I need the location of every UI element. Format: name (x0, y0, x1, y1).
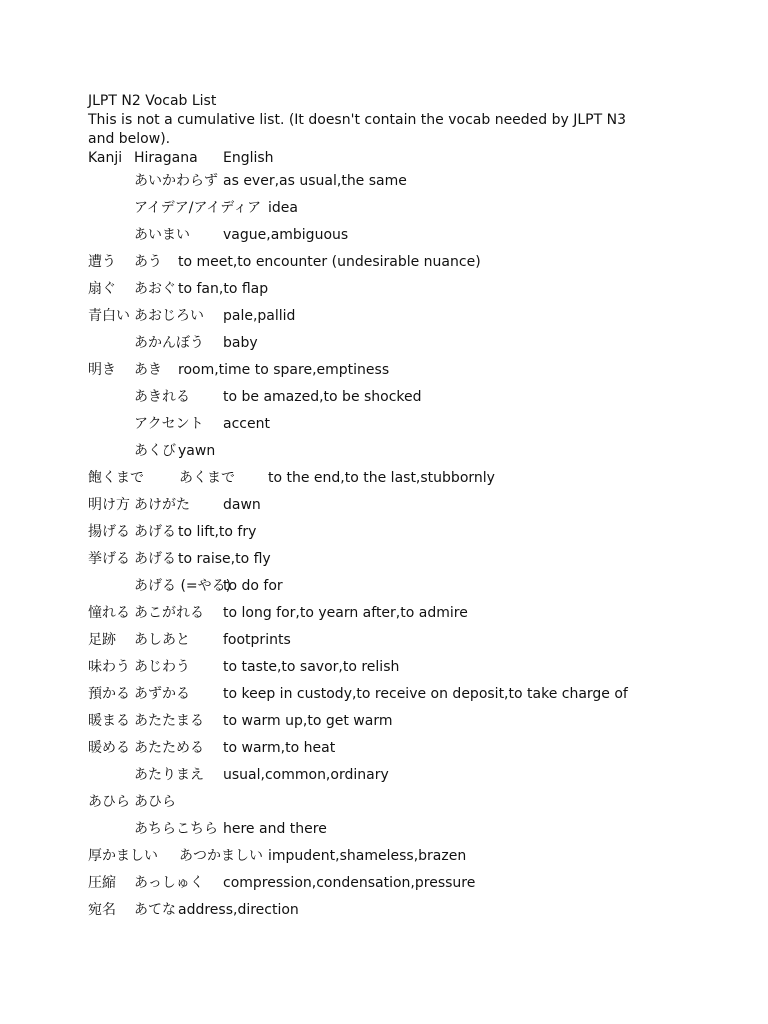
vocab-hiragana: アクセント (134, 416, 204, 432)
vocab-row (88, 816, 748, 843)
vocab-hiragana: あげる (134, 524, 176, 540)
vocab-english: compression,condensation,pressure (223, 875, 476, 891)
vocab-kanji: 揚げる (88, 524, 130, 540)
vocab-english: pale,pallid (223, 308, 296, 324)
vocab-hiragana: あおじろい (134, 308, 204, 324)
vocab-kanji: 青白い (88, 308, 130, 324)
vocab-document (88, 92, 748, 924)
vocab-hiragana: あたりまえ (134, 767, 204, 783)
vocab-list (88, 168, 748, 924)
vocab-row (88, 573, 748, 600)
vocab-row (88, 492, 748, 519)
column-header-hiragana: Hiragana (134, 150, 198, 166)
vocab-kanji: 宛名 (88, 902, 116, 918)
vocab-row (88, 654, 748, 681)
vocab-english: to do for (223, 578, 283, 594)
vocab-kanji: 暖まる (88, 713, 130, 729)
vocab-hiragana: あこがれる (134, 605, 204, 621)
vocab-hiragana: あくまで (179, 470, 235, 486)
vocab-kanji: 味わう (88, 659, 130, 675)
vocab-hiragana: あてな (134, 902, 176, 918)
vocab-row (88, 870, 748, 897)
vocab-english: usual,common,ordinary (223, 767, 389, 783)
vocab-kanji: 挙げる (88, 551, 130, 567)
vocab-row (88, 897, 748, 924)
column-header-kanji: Kanji (88, 150, 123, 166)
vocab-hiragana: あう (134, 254, 162, 270)
vocab-english: dawn (223, 497, 261, 513)
vocab-hiragana: あおぐ (134, 281, 176, 297)
vocab-kanji: 暖める (88, 740, 130, 756)
column-headers (88, 149, 748, 168)
vocab-hiragana: あたたまる (134, 713, 204, 729)
vocab-hiragana: あげる (=やる) (134, 578, 232, 594)
vocab-hiragana: あちらこちら (134, 821, 218, 837)
vocab-english: address,direction (178, 902, 299, 918)
vocab-hiragana: あいまい (134, 227, 190, 243)
vocab-row (88, 789, 748, 816)
vocab-english: to the end,to the last,stubbornly (268, 470, 495, 486)
vocab-english: impudent,shameless,brazen (268, 848, 467, 864)
vocab-hiragana: あじわう (134, 659, 190, 675)
vocab-hiragana: あたためる (134, 740, 204, 756)
document-subtitle: This is not a cumulative list. (It doesn't contain the vocab needed by JLPT N3 and below). (88, 112, 627, 147)
vocab-row (88, 708, 748, 735)
vocab-row (88, 627, 748, 654)
vocab-hiragana: アイデア/アイディア (134, 200, 262, 216)
vocab-row (88, 411, 748, 438)
vocab-row (88, 249, 748, 276)
vocab-kanji: 預かる (88, 686, 130, 702)
vocab-row (88, 735, 748, 762)
vocab-row (88, 465, 748, 492)
vocab-english: footprints (223, 632, 291, 648)
vocab-english: to be amazed,to be shocked (223, 389, 422, 405)
vocab-row (88, 438, 748, 465)
vocab-row (88, 600, 748, 627)
vocab-row (88, 519, 748, 546)
vocab-row (88, 843, 748, 870)
vocab-row (88, 384, 748, 411)
vocab-kanji: 圧縮 (88, 875, 116, 891)
vocab-row (88, 303, 748, 330)
vocab-english: to long for,to yearn after,to admire (223, 605, 468, 621)
vocab-hiragana: あしあと (134, 632, 190, 648)
vocab-hiragana: あきれる (134, 389, 190, 405)
vocab-english: as ever,as usual,the same (223, 173, 407, 189)
vocab-kanji: 足跡 (88, 632, 116, 648)
vocab-english: to lift,to fry (178, 524, 257, 540)
document-title: JLPT N2 Vocab List (88, 93, 217, 109)
vocab-hiragana: あげる (134, 551, 176, 567)
vocab-english: to warm,to heat (223, 740, 336, 756)
vocab-english: to taste,to savor,to relish (223, 659, 400, 675)
vocab-english: accent (223, 416, 270, 432)
vocab-kanji: 飽くまで (88, 470, 144, 486)
vocab-kanji: 厚かましい (88, 848, 158, 864)
vocab-hiragana: あき (134, 362, 162, 378)
vocab-english: to raise,to fly (178, 551, 271, 567)
vocab-row (88, 762, 748, 789)
vocab-kanji: 扇ぐ (88, 281, 116, 297)
vocab-row (88, 357, 748, 384)
vocab-hiragana: あっしゅく (134, 875, 204, 891)
vocab-kanji: 明け方 (88, 497, 130, 513)
vocab-row (88, 195, 748, 222)
vocab-english: to meet,to encounter (undesirable nuance) (178, 254, 481, 270)
vocab-hiragana: あいかわらず (134, 173, 218, 189)
vocab-english: baby (223, 335, 258, 351)
vocab-english: to fan,to flap (178, 281, 269, 297)
vocab-hiragana: あつかましい (179, 848, 263, 864)
vocab-english: idea (268, 200, 298, 216)
vocab-kanji: 明き (88, 362, 116, 378)
vocab-row (88, 222, 748, 249)
vocab-hiragana: あずかる (134, 686, 190, 702)
vocab-kanji: 憧れる (88, 605, 130, 621)
vocab-english: to keep in custody,to receive on deposit,to take charge of (223, 686, 628, 702)
vocab-english: here and there (223, 821, 327, 837)
vocab-english: yawn (178, 443, 216, 459)
vocab-hiragana: あかんぼう (134, 335, 204, 351)
vocab-row (88, 276, 748, 303)
vocab-hiragana: あくび (134, 443, 176, 459)
vocab-english: to warm up,to get warm (223, 713, 393, 729)
vocab-row (88, 681, 748, 708)
vocab-hiragana: あけがた (134, 497, 190, 513)
vocab-english: vague,ambiguous (223, 227, 349, 243)
vocab-english: room,time to spare,emptiness (178, 362, 390, 378)
vocab-row (88, 168, 748, 195)
vocab-kanji: 遭う (88, 254, 116, 270)
vocab-hiragana: あひら (134, 794, 176, 810)
column-header-english: English (223, 150, 274, 166)
vocab-row (88, 546, 748, 573)
vocab-kanji: あひら (88, 794, 130, 810)
vocab-row (88, 330, 748, 357)
